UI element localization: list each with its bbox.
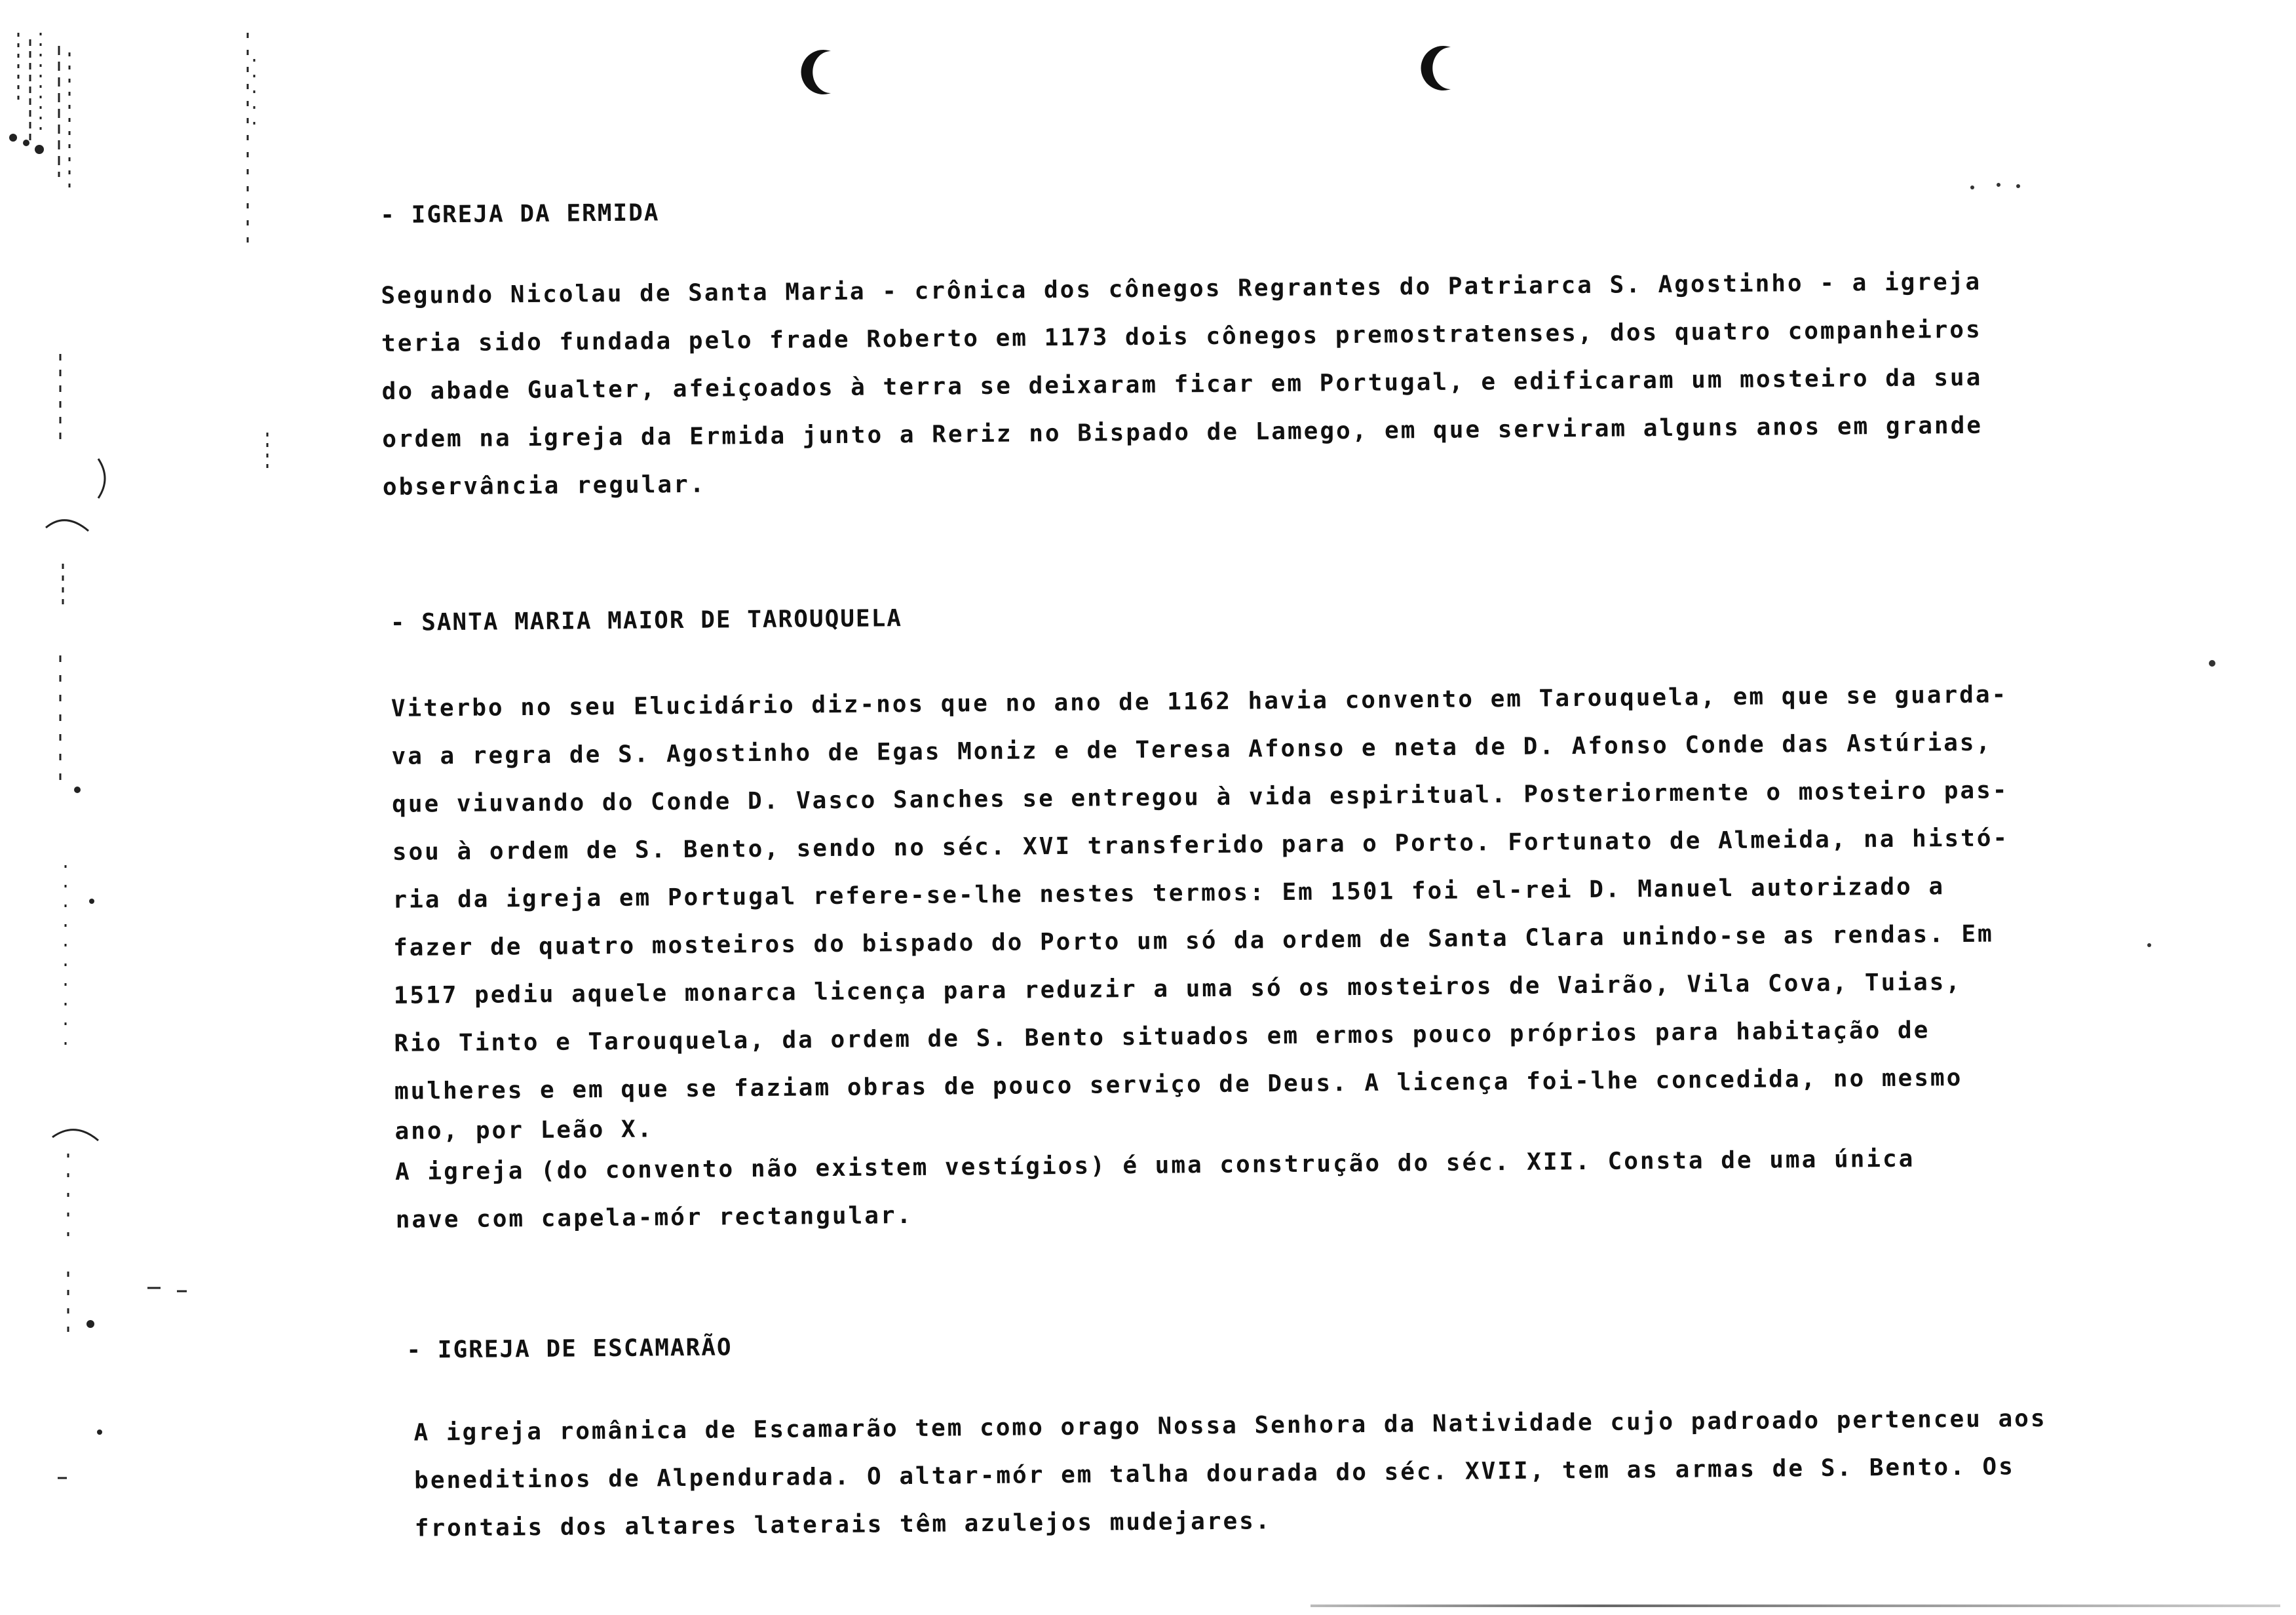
text-line: ria da igreja em Portugal refere-se-lhe nestes termos: Em 1501 foi el-rei D. Manuel autorizado a bbox=[392, 873, 1945, 914]
text-line: mulheres e em que se faziam obras de pouco serviço de Deus. A licença foi-lhe concedida, no mesmo bbox=[394, 1064, 1963, 1105]
text-line: A igreja românica de Escamarão tem como orago Nossa Senhora da Natividade cujo padroado pertenceu aos bbox=[413, 1405, 2047, 1447]
text-line: Rio Tinto e Tarouquela, da ordem de S. Bento situados em ermos pouco próprios para habitação de bbox=[394, 1017, 1930, 1057]
text-line: frontais dos altares laterais têm azulejos mudejares. bbox=[414, 1508, 1272, 1542]
text-line: beneditinos de Alpendurada. O altar-mór em talha dourada do séc. XVII, tem as armas de S. Bento. Os bbox=[414, 1453, 2015, 1494]
punch-hole-mark-right bbox=[1418, 43, 1456, 93]
punch-hole-mark-left bbox=[798, 47, 836, 97]
section-heading-santa-maria-maior: - SANTA MARIA MAIOR DE TAROUQUELA bbox=[390, 605, 903, 636]
text-line: Viterbo no seu Elucidário diz-nos que no ano de 1162 havia convento em Tarouquela, em que se guarda- bbox=[391, 681, 2008, 722]
text-line: que viuvando do Conde D. Vasco Sanches se entregou à vida espiritual. Posteriormente o mosteiro pas- bbox=[392, 777, 2009, 818]
text-line: Segundo Nicolau de Santa Maria - crônica dos cônegos Regrantes do Patriarca S. Agostinho - a igreja bbox=[381, 268, 1982, 309]
text-line: nave com capela-mór rectangular. bbox=[395, 1201, 913, 1234]
text-line: fazer de quatro mosteiros do bispado do Porto um só da ordem de Santa Clara unindo-se as rendas. Em bbox=[392, 920, 1994, 962]
text-line: ano, por Leão X. bbox=[394, 1116, 654, 1145]
text-line: A igreja (do convento não existem vestígios) é uma construção do séc. XII. Consta de uma única bbox=[394, 1145, 1915, 1186]
section-body-igreja-da-ermida bbox=[381, 258, 1983, 511]
text-line: teria sido fundada pelo frade Roberto em 1173 dois cônegos premostratenses, dos quatro companheiros bbox=[381, 316, 1982, 357]
text-line: va a regra de S. Agostinho de Egas Moniz e de Teresa Afonso e neta de D. Afonso Conde das Astúrias, bbox=[391, 729, 1993, 770]
section-heading-igreja-de-escamarao: - IGREJA DE ESCAMARÃO bbox=[406, 1334, 733, 1364]
bottom-scan-edge bbox=[1311, 1605, 2280, 1607]
text-line: observância regular. bbox=[382, 471, 706, 501]
section-heading-igreja-da-ermida: - IGREJA DA ERMIDA bbox=[380, 199, 660, 229]
stray-dots bbox=[1953, 177, 2228, 963]
section-body-igreja-de-escamarao bbox=[413, 1395, 2048, 1553]
text-line: sou à ordem de S. Bento, sendo no séc. XVI transferido para o Porto. Fortunato de Almeida, na histó- bbox=[392, 825, 2010, 866]
text-line: 1517 pediu aquele monarca licença para reduzir a uma só os mosteiros de Vairão, Vila Cova, Tuias, bbox=[393, 968, 1962, 1009]
text-line: do abade Gualter, afeiçoados à terra se deixaram ficar em Portugal, e edificaram um mosteiro da sua bbox=[381, 364, 1983, 405]
text-line: ordem na igreja da Ermida junto a Reriz no Bispado de Lamego, em que serviram alguns anos em grande bbox=[382, 412, 1983, 453]
binding-marks bbox=[0, 26, 282, 1566]
section-body-santa-maria-maior bbox=[391, 671, 2013, 1243]
document-body bbox=[380, 176, 2057, 1542]
